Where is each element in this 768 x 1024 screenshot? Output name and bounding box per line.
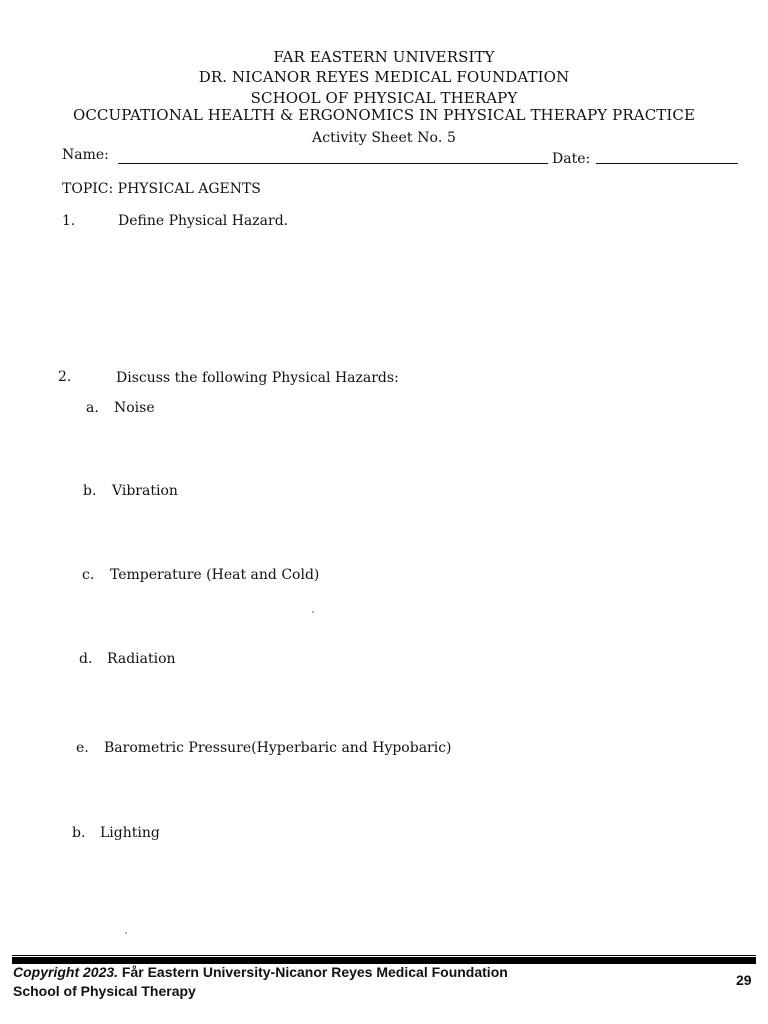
item-d-text: Radiation — [107, 651, 176, 667]
footer-school: School of Physical Therapy — [13, 983, 196, 999]
question-2-number: 2. — [58, 369, 72, 385]
item-b-text: Vibration — [112, 483, 178, 499]
topic-heading: TOPIC: PHYSICAL AGENTS — [62, 181, 261, 197]
header-foundation: DR. NICANOR REYES MEDICAL FOUNDATION — [198, 68, 570, 86]
item-d-letter: d. — [79, 651, 93, 667]
date-label: Date: — [552, 151, 591, 167]
header-course: OCCUPATIONAL HEALTH & ERGONOMICS IN PHYSICAL THERAPY PRACTICE — [72, 106, 696, 124]
scan-speck — [125, 932, 127, 934]
footer-rule — [12, 957, 756, 964]
item-c-text: Temperature (Heat and Cold) — [110, 567, 320, 583]
footer-rule-thin — [12, 955, 756, 956]
item-b-letter: b. — [83, 483, 97, 499]
date-field-line[interactable] — [596, 163, 738, 164]
item-c-letter: c. — [82, 567, 95, 583]
item-e-text: Barometric Pressure(Hyperbaric and Hypobaric) — [104, 740, 452, 756]
item-lighting-letter: b. — [72, 825, 86, 841]
header-school: SCHOOL OF PHYSICAL THERAPY — [250, 89, 518, 107]
item-e-letter: e. — [76, 740, 89, 756]
footer-copyright — [13, 964, 508, 980]
question-2-text: Discuss the following Physical Hazards: — [116, 370, 399, 386]
footer-copyright-year: Copyright 2023. — [13, 964, 119, 980]
question-1-number: 1. — [62, 213, 76, 229]
scan-speck — [312, 611, 314, 613]
name-label: Name: — [62, 147, 109, 163]
item-lighting-text: Lighting — [100, 825, 160, 841]
header-activity: Activity Sheet No. 5 — [312, 130, 456, 146]
footer-copyright-owner: Får Eastern University-Nicanor Reyes Medical Foundation — [118, 964, 508, 980]
item-a-letter: a. — [86, 400, 99, 416]
item-a-text: Noise — [114, 400, 155, 416]
name-field-line[interactable] — [118, 163, 548, 164]
question-1-text: Define Physical Hazard. — [118, 213, 289, 229]
header-university: FAR EASTERN UNIVERSITY — [273, 48, 495, 66]
page-number: 29 — [736, 972, 752, 988]
